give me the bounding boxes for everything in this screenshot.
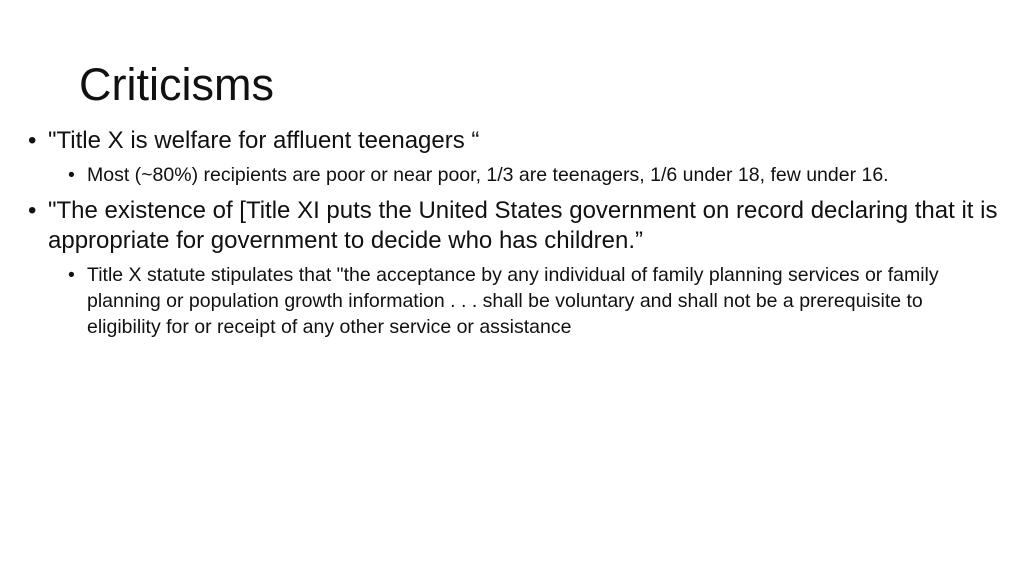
sub-bullet-item xyxy=(68,262,998,340)
sub-bullet-text: Most (~80%) recipients are poor or near poor, 1/3 are teenagers, 1/6 under 18, few under 16. xyxy=(87,164,889,186)
bullet-item xyxy=(28,126,998,156)
sub-bullet-list xyxy=(28,162,998,188)
sub-bullet-text: Title X statute stipulates that "the acceptance by any individual of family planning services or family planning or population growth information . . . shall be voluntary and shall not be a prerequisite to eligibility for or receipt of any other service or assistance xyxy=(87,264,939,338)
bullet-icon: • xyxy=(28,127,37,154)
bullet-icon: • xyxy=(68,164,75,186)
bullet-group-2 xyxy=(28,196,998,340)
bullet-group-1 xyxy=(28,126,998,188)
slide-content xyxy=(28,126,998,344)
sub-bullet-list xyxy=(28,262,998,340)
sub-bullet-item xyxy=(68,162,998,188)
bullet-icon: • xyxy=(68,264,75,286)
bullet-text: "The existence of [Title XI puts the United States government on record declaring that it is appropriate for government to decide who has children.” xyxy=(48,197,998,254)
slide-title: Criticisms xyxy=(79,59,274,110)
bullet-item xyxy=(28,196,998,256)
bullet-icon: • xyxy=(28,197,37,224)
bullet-text: "Title X is welfare for affluent teenagers “ xyxy=(48,127,480,154)
